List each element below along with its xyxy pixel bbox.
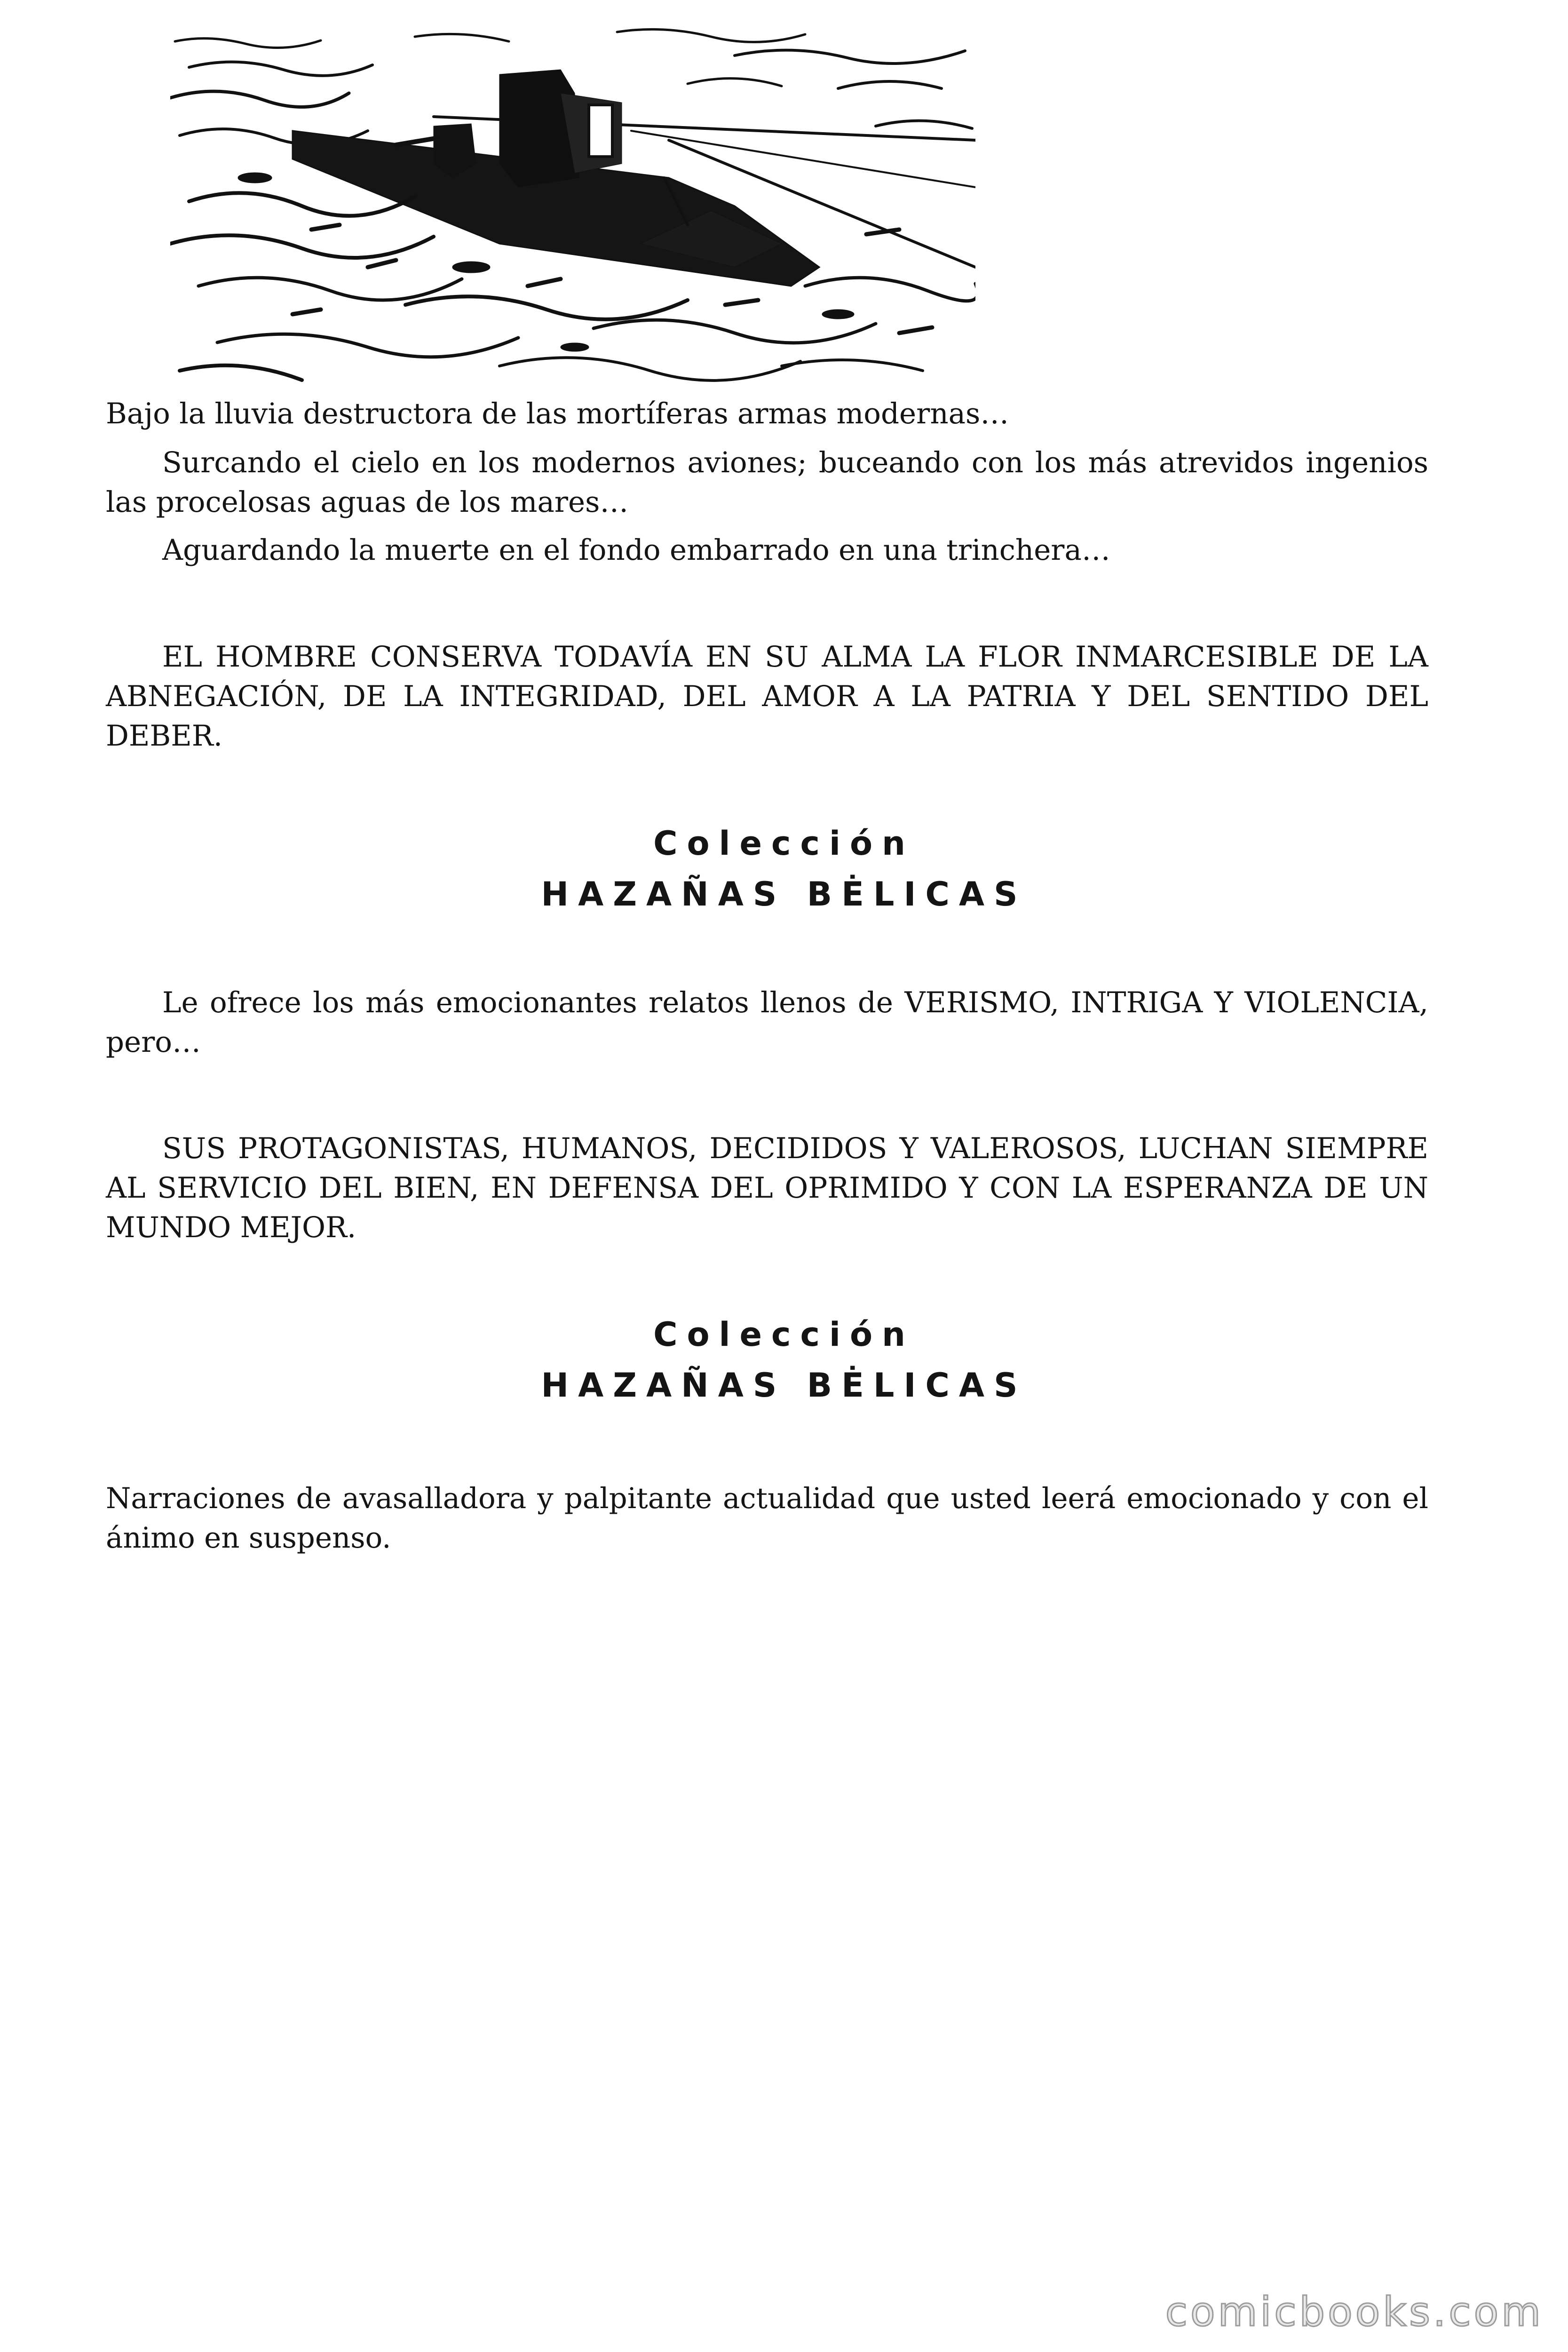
paragraph-trench: Aguardando la muerte en el fondo embarrado en una trinchera… (162, 533, 1110, 567)
submarine-illustration (170, 23, 975, 394)
watermark: comicbooks.com (1165, 2288, 1544, 2336)
collection-heading-2-line1: Colección (653, 1315, 915, 1354)
paragraph-virtues: EL HOMBRE CONSERVA TODAVÍA EN SU ALMA LA FLOR INMARCESIBLE DE LA ABNEGACIÓN, DE LA INTEGRIDAD, DEL AMOR A LA PATRIA Y DEL SENTIDO DEL DEBER. (106, 640, 1428, 753)
intro-line: Bajo la lluvia destructora de las mortíferas armas modernas… (106, 397, 1009, 430)
paragraph-offer: Le ofrece los más emocionantes relatos llenos de VERISMO, INTRIGA Y VIOLENCIA, pero… (106, 986, 1428, 1059)
collection-heading-line2: HAZAÑAS BĖLICAS (541, 875, 1027, 914)
paragraph-sky-sea: Surcando el cielo en los modernos aviones; buceando con los más atrevidos ingenios las procelosas aguas de los mares… (106, 446, 1428, 519)
paragraph-narrations: Narraciones de avasalladora y palpitante actualidad que usted leerá emocionado y con el ánimo en suspenso. (106, 1482, 1428, 1555)
collection-heading-line1: Colección (653, 824, 915, 863)
paragraph-protagonists: SUS PROTAGONISTAS, HUMANOS, DECIDIDOS Y VALEROSOS, LUCHAN SIEMPRE AL SERVICIO DEL BIEN, EN DEFENSA DEL OPRIMIDO Y CON LA ESPERANZA DE UN MUNDO MEJOR. (106, 1132, 1428, 1244)
submarine-drawing (170, 23, 975, 394)
collection-heading-2-line2: HAZAÑAS BĖLICAS (541, 1366, 1027, 1405)
